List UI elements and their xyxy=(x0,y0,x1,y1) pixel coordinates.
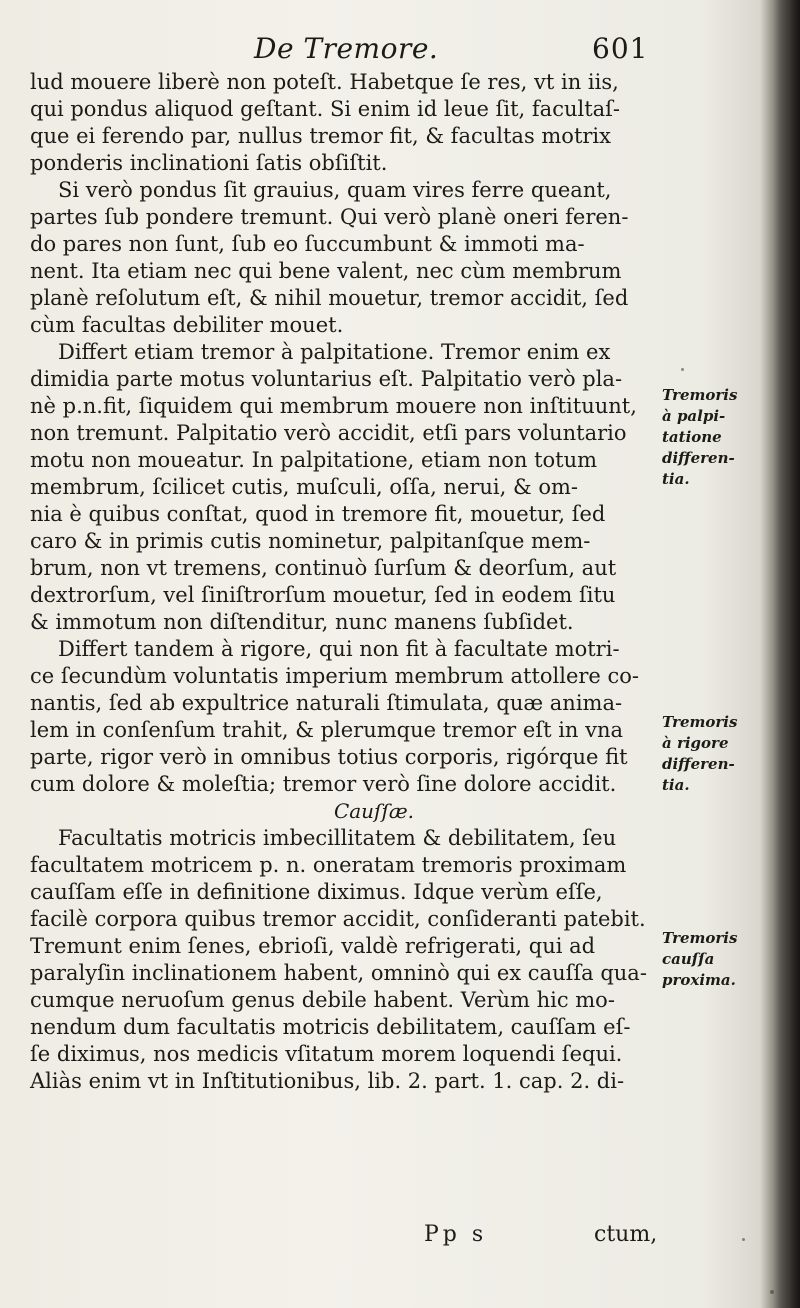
margin-note-line: cauſſa xyxy=(662,950,715,968)
running-title: De Tremore. xyxy=(254,32,439,65)
text-line: Tremunt enim ſenes, ebrioſi, valdè refrigerati, qui ad xyxy=(30,934,596,958)
paper-speck xyxy=(681,368,684,371)
text-line: ſe diximus, nos medicis vſitatum morem loquendi ſequi. xyxy=(30,1042,623,1066)
text-line: que ei ferendo par, nullus tremor fit, & facultas motrix xyxy=(30,124,611,148)
text-line: nent. Ita etiam nec qui bene valent, nec cùm membrum xyxy=(30,259,622,283)
text-line: Differt etiam tremor à palpitatione. Tremor enim ex xyxy=(58,340,611,364)
margin-note-palpitation xyxy=(662,385,782,490)
text-line: Si verò pondus ſit grauius, quam vires ferre queant, xyxy=(58,178,612,202)
page-footer xyxy=(0,1222,800,1252)
margin-note-line: Tremoris xyxy=(662,386,738,404)
paper-speck xyxy=(770,1290,774,1294)
text-line: cauſſam eſſe in definitione diximus. Idque verùm eſſe, xyxy=(30,880,603,904)
text-line: ce ſecundùm voluntatis imperium membrum attollere co- xyxy=(30,664,640,688)
section-heading: Cauſſæ. xyxy=(333,799,415,823)
text-line: cum dolore & moleſtia; tremor verò ſine dolore accidit. xyxy=(30,772,617,796)
margin-note-line: differen- xyxy=(662,755,735,773)
text-line: partes ſub pondere tremunt. Qui verò planè oneri feren- xyxy=(30,205,629,229)
text-line: nè p.n.fit, ſiquidem qui membrum mouere non inſtituunt, xyxy=(30,394,637,418)
page-number: 601 xyxy=(592,32,649,65)
margin-note-cause xyxy=(662,928,782,991)
text-line: Facultatis motricis imbecillitatem & debilitatem, ſeu xyxy=(58,826,617,850)
text-line: membrum, ſcilicet cutis, muſculi, oſſa, nerui, & om- xyxy=(30,475,579,499)
main-text-block xyxy=(30,69,658,1095)
margin-note-line: à palpi- xyxy=(662,407,726,425)
margin-note-line: tatione xyxy=(662,428,722,446)
text-line: & immotum non diſtenditur, nunc manens ſubſidet. xyxy=(30,610,574,634)
text-line: dextrorſum, vel ſiniſtrorſum mouetur, ſed in eodem ſitu xyxy=(30,583,616,607)
margin-note-line: Tremoris xyxy=(662,929,738,947)
text-line: nendum dum facultatis motricis debilitatem, cauſſam eſ- xyxy=(30,1015,631,1039)
margin-note-line: tia. xyxy=(662,470,690,488)
margin-note-line: Tremoris xyxy=(662,713,738,731)
text-line: lem in conſenſum trahit, & plerumque tremor eſt in vna xyxy=(30,718,624,742)
margin-note-rigor xyxy=(662,712,782,796)
text-line: dimidia parte motus voluntarius eſt. Palpitatio verò pla- xyxy=(30,367,623,391)
text-line: Differt tandem à rigore, qui non fit à facultate motri- xyxy=(58,637,620,661)
paper-speck xyxy=(742,1238,745,1241)
margin-note-line: tia. xyxy=(662,776,690,794)
text-line: Aliàs enim vt in Inſtitutionibus, lib. 2. part. 1. cap. 2. di- xyxy=(30,1069,625,1093)
text-line: facultatem motricem p. n. oneratam tremoris proximam xyxy=(30,853,627,877)
text-line: cùm facultas debiliter mouet. xyxy=(30,313,344,337)
binding-shadow xyxy=(774,0,800,1308)
text-line: caro & in primis cutis nominetur, palpitanſque mem- xyxy=(30,529,591,553)
text-line: cumque neruoſum genus debile habent. Verùm hic mo- xyxy=(30,988,615,1012)
text-line: motu non moueatur. In palpitatione, etiam non totum xyxy=(30,448,598,472)
text-line: ponderis inclinationi ſatis obſiſtit. xyxy=(30,151,388,175)
margin-note-line: à rigore xyxy=(662,734,729,752)
page-header xyxy=(0,32,800,66)
text-line: brum, non vt tremens, continuò ſurſum & deorſum, aut xyxy=(30,556,617,580)
catchword: ctum, xyxy=(594,1222,658,1247)
text-line: planè reſolutum eſt, & nihil mouetur, tremor accidit, ſed xyxy=(30,286,629,310)
text-line: non tremunt. Palpitatio verò accidit, etſi pars voluntario xyxy=(30,421,627,445)
signature-mark: Pp s xyxy=(424,1222,488,1247)
text-line: nia è quibus conſtat, quod in tremore fit, mouetur, ſed xyxy=(30,502,606,526)
text-line: facilè corpora quibus tremor accidit, conſideranti patebit. xyxy=(30,907,646,931)
text-line: paralyſin inclinationem habent, omninò qui ex cauſſa qua- xyxy=(30,961,647,985)
text-line: parte, rigor verò in omnibus totius corporis, rigórque fit xyxy=(30,745,628,769)
margin-note-line: differen- xyxy=(662,449,735,467)
text-line: nantis, ſed ab expultrice naturali ſtimulata, quæ anima- xyxy=(30,691,623,715)
text-line: qui pondus aliquod geſtant. Si enim id leue ſit, facultaſ- xyxy=(30,97,621,121)
text-line: do pares non ſunt, ſub eo ſuccumbunt & immoti ma- xyxy=(30,232,585,256)
margin-note-line: proxima. xyxy=(662,971,736,989)
text-line: lud mouere liberè non poteſt. Habetque ſe res, vt in iis, xyxy=(30,70,619,94)
